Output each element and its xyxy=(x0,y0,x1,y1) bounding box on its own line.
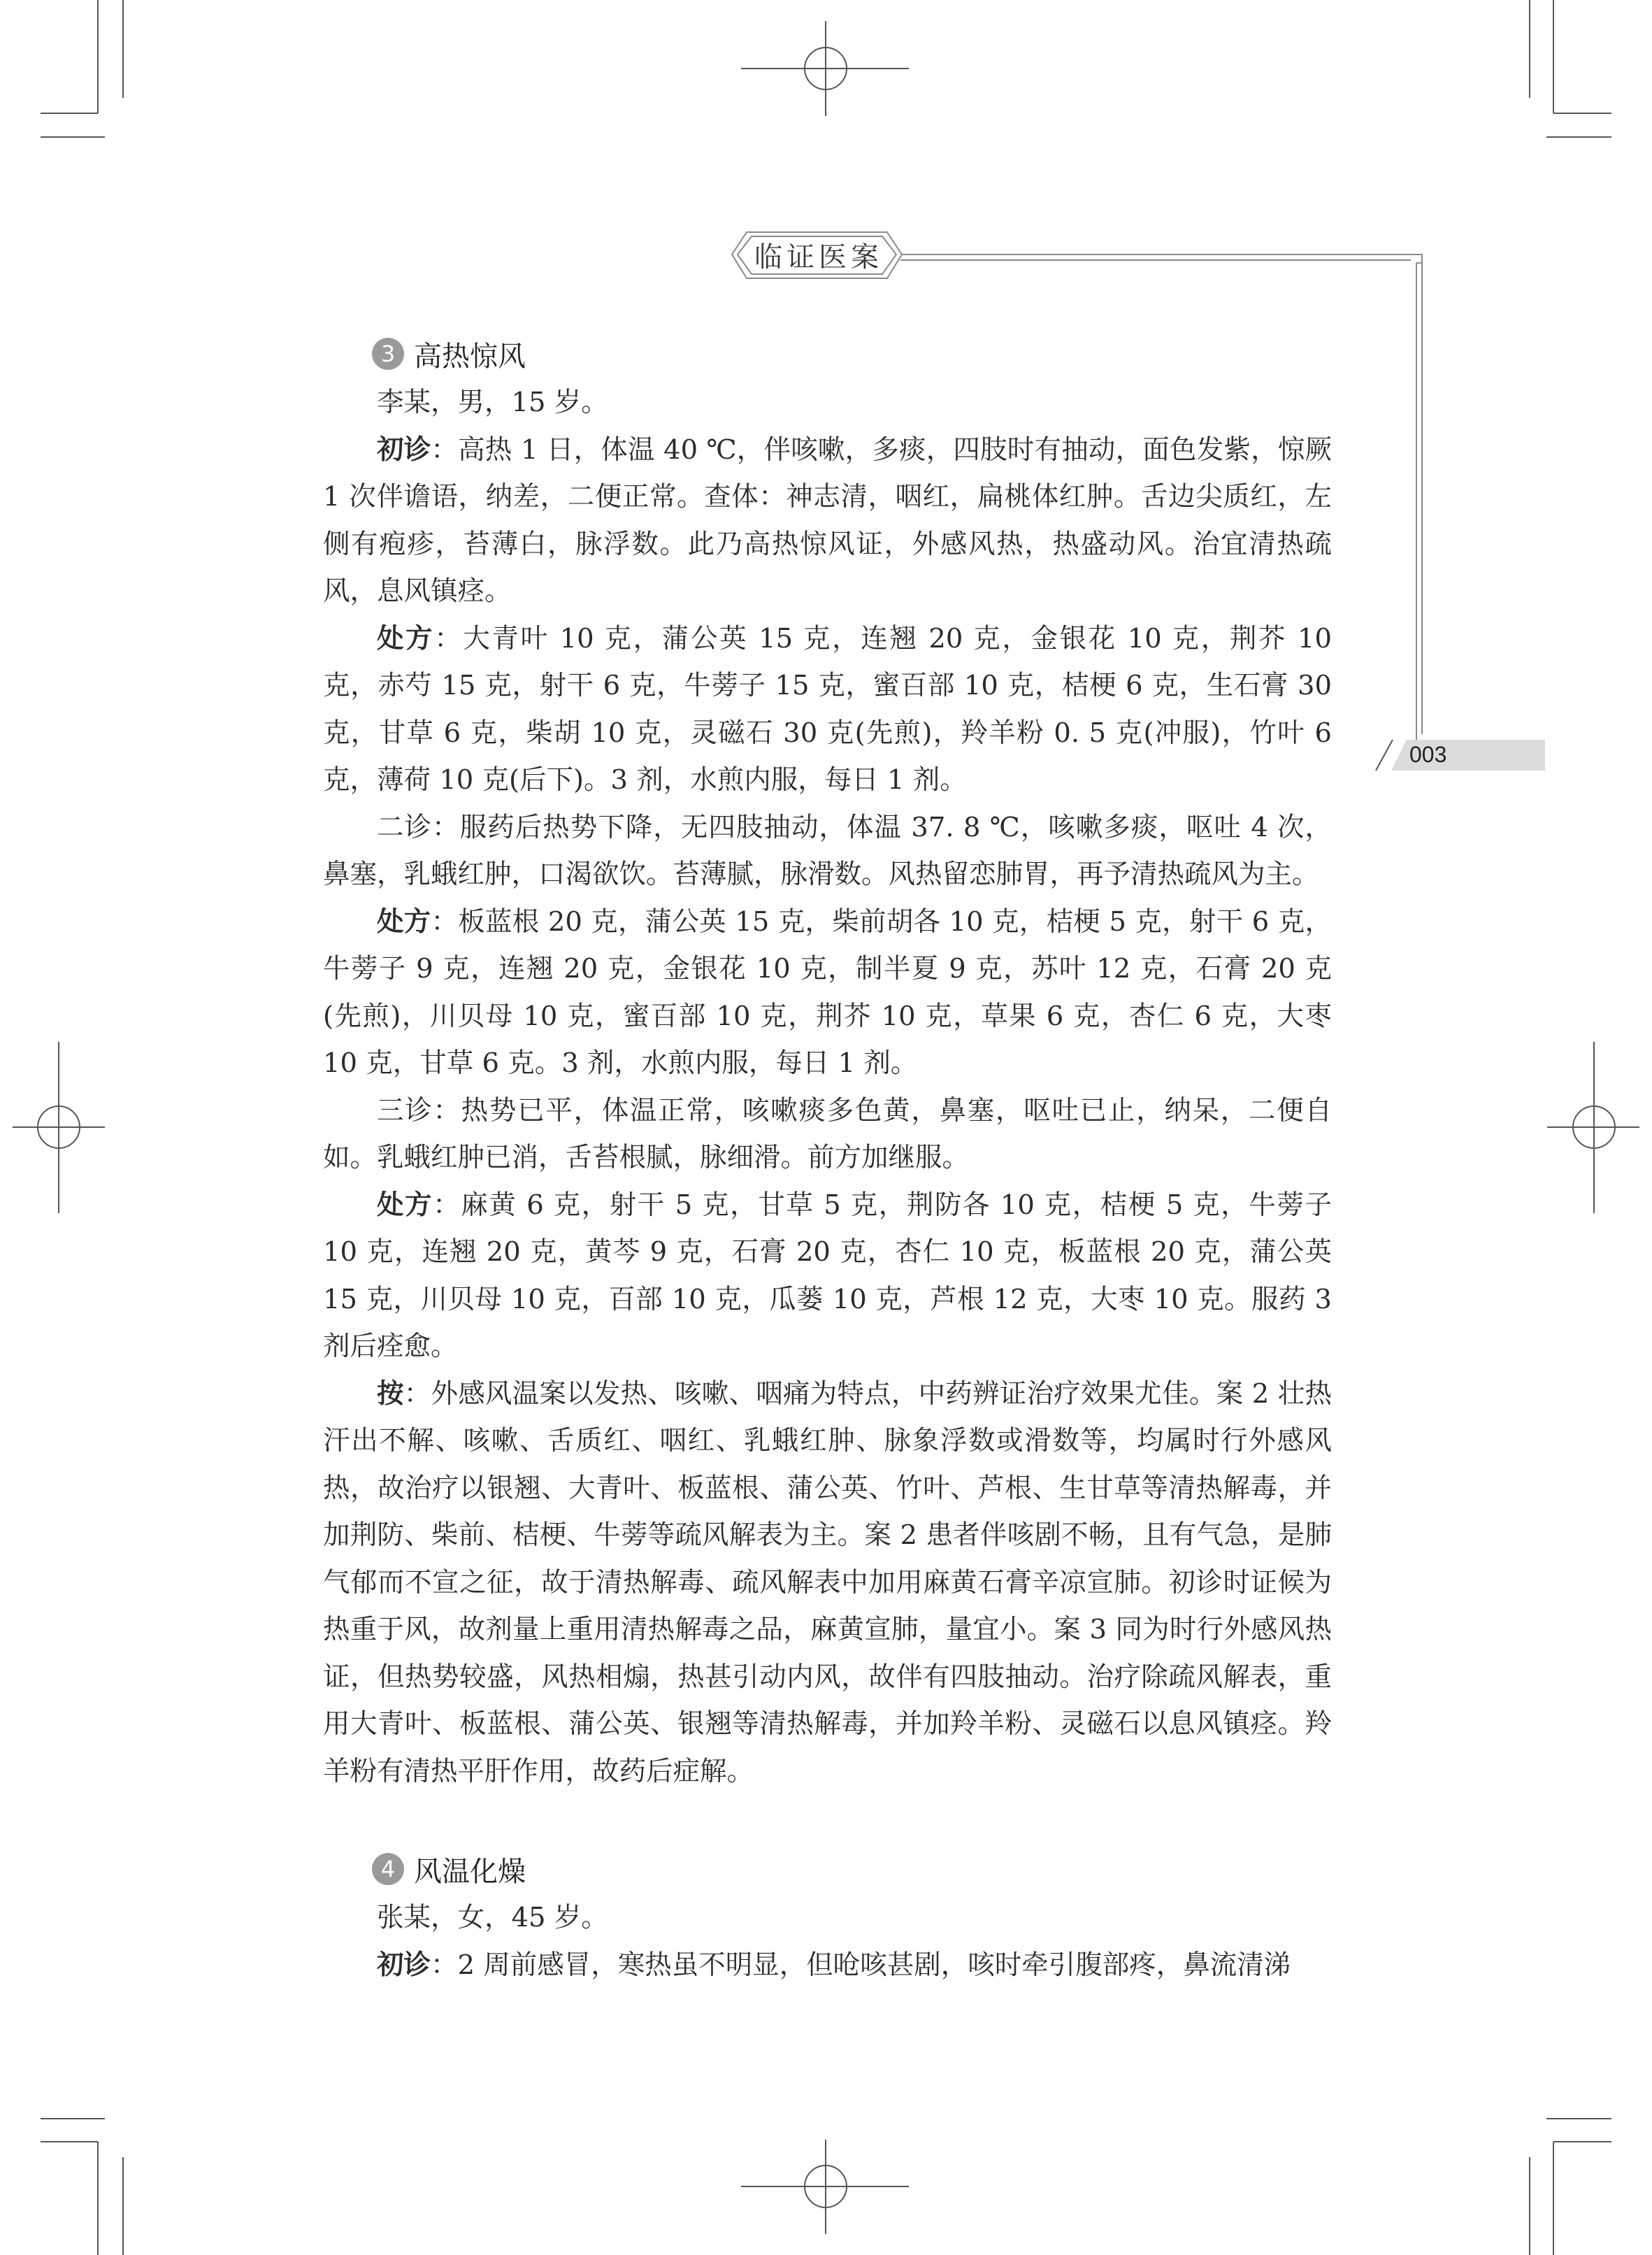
prescription-1-paragraph: 处方：大青叶 10 克，蒲公英 15 克，连翘 20 克，金银花 10 克，荆芥 10 克，赤芍 15 克，射干 6 克，牛蒡子 15 克，蜜百部 10 克，桔梗 6 克，生石膏 30 克，甘草 6 克，柴胡 10 克，灵磁石 30 克(先煎)，羚羊粉 0. 5 克(冲服)，竹叶 6 克，薄荷 10 克(后下)。3 剂，水煎内服，每日 1 剂。 xyxy=(323,622,1332,796)
first-visit-label: 初诊 xyxy=(377,1949,431,1981)
case-3-heading xyxy=(323,329,1332,379)
case-number-badge: 4 xyxy=(372,1853,404,1885)
first-visit-label: 初诊 xyxy=(377,434,431,466)
prescription-label: 处方 xyxy=(377,622,435,654)
running-header: 临证医案 xyxy=(754,241,883,273)
prescription-label: 处方 xyxy=(377,905,431,938)
page-body xyxy=(323,329,1332,1989)
second-visit-paragraph: 二诊：服药后热势下降，无四肢抽动，体温 37. 8 ℃，咳嗽多痰，呕吐 4 次，鼻塞，乳蛾红肿，口渴欲饮。苔薄腻，脉滑数。风热留恋肺胃，再予清热疏风为主。 xyxy=(323,811,1332,890)
prescription-label: 处方 xyxy=(377,1189,433,1221)
first-visit-paragraph: 初诊：2 周前感冒，寒热虽不明显，但呛咳甚剧，咳时牵引腹部疼，鼻流清涕 xyxy=(377,1949,1291,1981)
case-title: 风温化燥 xyxy=(414,1855,526,1888)
case-title: 高热惊风 xyxy=(414,340,526,373)
commentary-paragraph: 按：外感风温案以发热、咳嗽、咽痛为特点，中药辨证治疗效果尤佳。案 2 壮热汗出不解、咳嗽、舌质红、咽红、乳蛾红肿、脉象浮数或滑数等，均属时行外感风热，故治疗以银翘、大青叶、板蓝根、蒲公英、竹叶、芦根、生甘草等清热解毒，并加荆防、柴前、桔梗、牛蒡等疏风解表为主。案 2 患者伴咳剧不畅，且有气急，是肺气郁而不宣之征，故于清热解毒、疏风解表中加用麻黄石膏辛凉宣肺。初诊时证候为热重于风，故剂量上重用清热解毒之品，麻黄宣肺，量宜小。案 3 同为时行外感风热证，但热势较盛，风热相煽，热甚引动内风，故伴有四肢抽动。治疗除疏风解表，重用大青叶、板蓝根、蒲公英、银翘等清热解毒，并加羚羊粉、灵磁石以息风镇痉。羚羊粉有清热平肝作用，故药后症解。 xyxy=(323,1377,1332,1787)
page-number: 003 xyxy=(1409,742,1447,767)
prescription-3-paragraph: 处方：麻黄 6 克，射干 5 克，甘草 5 克，荆防各 10 克，桔梗 5 克，牛蒡子 10 克，连翘 20 克，黄芩 9 克，石膏 20 克，杏仁 10 克，板蓝根 20 克，蒲公英 15 克，川贝母 10 克，百部 10 克，瓜蒌 10 克，芦根 12 克，大枣 10 克。服药 3 剂后痊愈。 xyxy=(323,1189,1332,1362)
case-number-badge: 3 xyxy=(372,338,404,370)
case-4-heading xyxy=(323,1844,1332,1894)
patient-info: 张某，女，45 岁。 xyxy=(377,1902,608,1933)
commentary-label: 按 xyxy=(377,1377,404,1410)
patient-info: 李某，男，15 岁。 xyxy=(377,387,608,418)
third-visit-paragraph: 三诊：热势已平，体温正常，咳嗽痰多色黄，鼻塞，呕吐已止，纳呆，二便自如。乳蛾红肿已消，舌苔根腻，脉细滑。前方加继服。 xyxy=(323,1094,1332,1173)
first-visit-paragraph: 初诊：高热 1 日，体温 40 ℃，伴咳嗽，多痰，四肢时有抽动，面色发紫，惊厥 1 次伴谵语，纳差，二便正常。查体：神志清，咽红，扁桃体红肿。舌边尖质红，左侧有疱疹，苔薄白，脉浮数。此乃高热惊风证，外感风热，热盛动风。治宜清热疏风，息风镇痉。 xyxy=(323,434,1332,607)
prescription-2-paragraph: 处方：板蓝根 20 克，蒲公英 15 克，柴前胡各 10 克，桔梗 5 克，射干 6 克，牛蒡子 9 克，连翘 20 克，金银花 10 克，制半夏 9 克，苏叶 12 克，石膏 20 克(先煎)，川贝母 10 克，蜜百部 10 克，荆芥 10 克，草果 6 克，杏仁 6 克，大枣 10 克，甘草 6 克。3 剂，水煎内服，每日 1 剂。 xyxy=(323,905,1332,1079)
